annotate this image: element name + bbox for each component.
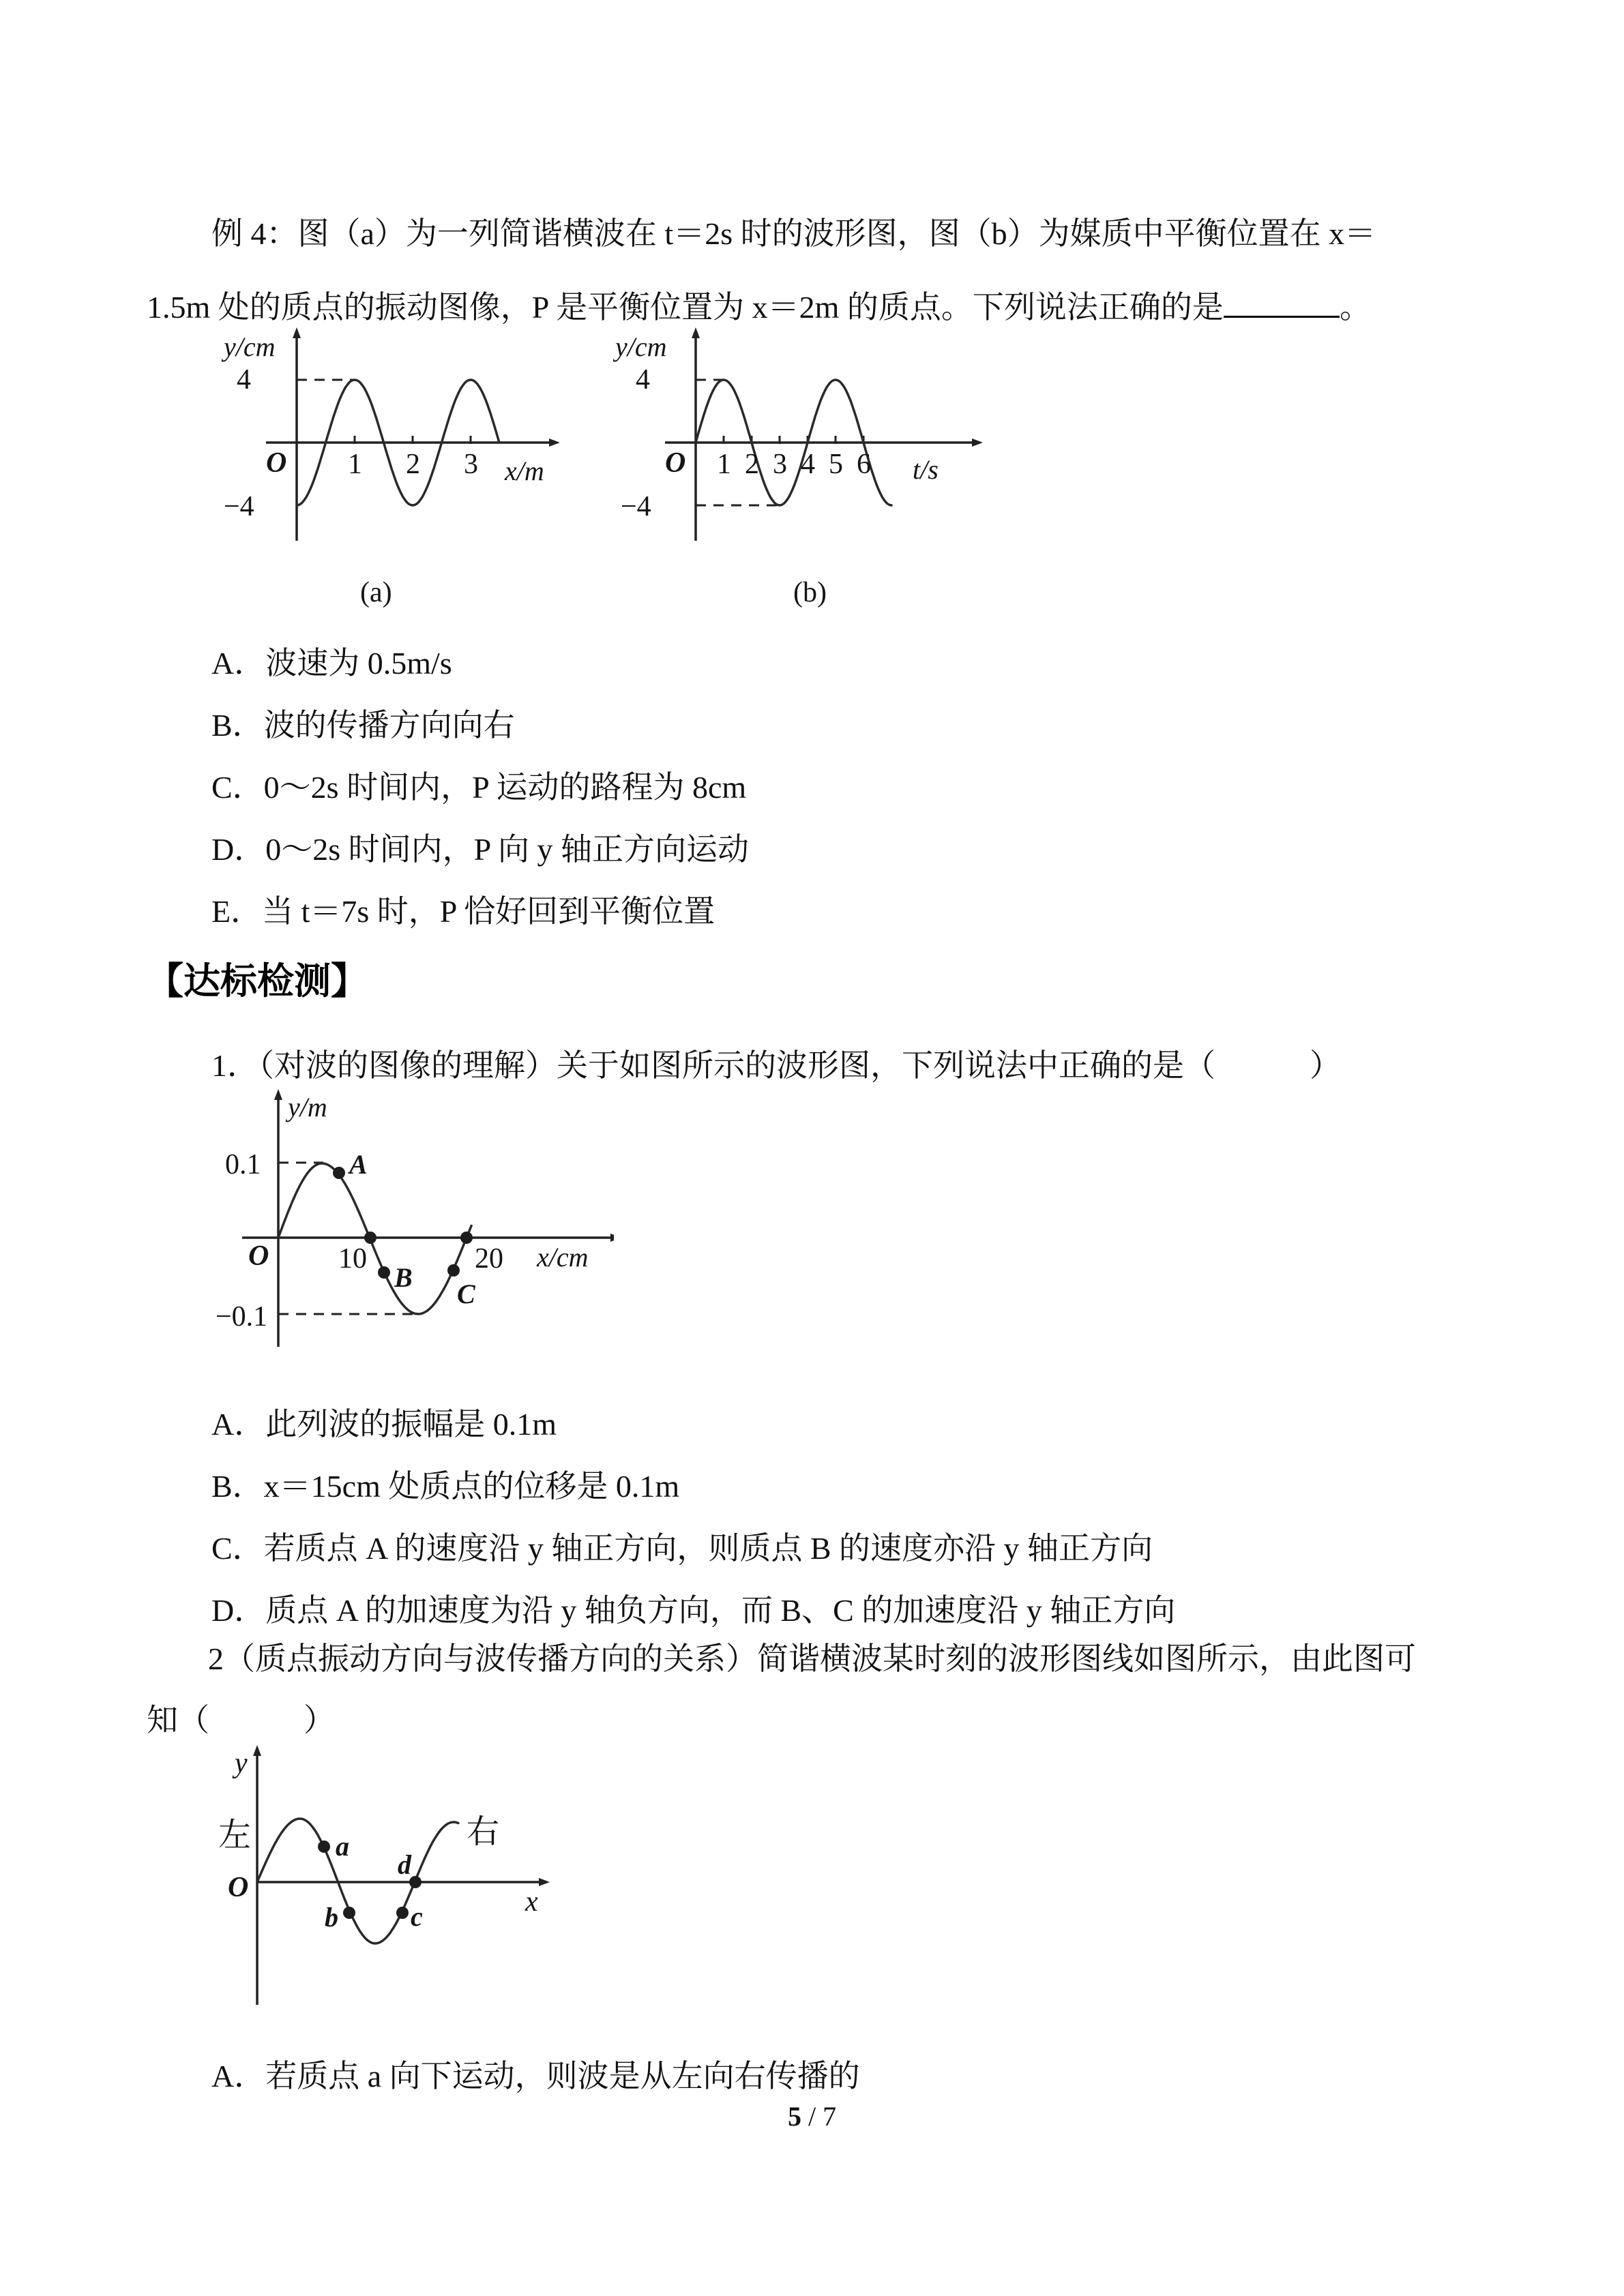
example4-stem-line1: 例 4：图（a）为一列简谐横波在 t＝2s 时的波形图，图（b）为媒质中平衡位置在 x＝ — [211, 216, 1376, 251]
svg-text:4: 4 — [801, 449, 815, 480]
svg-text:x: x — [525, 1886, 538, 1918]
svg-text:−4: −4 — [621, 491, 651, 522]
svg-text:y/m: y/m — [288, 1092, 327, 1122]
q1-option-c: C．若质点 A 的速度沿 y 轴正方向，则质点 B 的速度亦沿 y 轴正方向 — [211, 1531, 1153, 1566]
svg-text:5: 5 — [829, 449, 843, 480]
example4-option-a: A．波速为 0.5m/s — [211, 646, 452, 681]
svg-text:左: 左 — [218, 1817, 252, 1853]
svg-text:O: O — [266, 447, 287, 479]
section-header: 【达标检测】 — [147, 961, 368, 1002]
svg-text:2: 2 — [745, 449, 759, 480]
example4-option-b: B．波的传播方向向右 — [211, 708, 515, 743]
page-number-total: 7 — [823, 2101, 837, 2132]
svg-text:20: 20 — [475, 1243, 503, 1274]
svg-text:−4: −4 — [224, 491, 254, 522]
example4-option-c: C．0～2s 时间内，P 运动的路程为 8cm — [211, 770, 747, 805]
q2-wave-figure — [205, 1742, 559, 2012]
svg-text:A: A — [349, 1149, 368, 1180]
svg-text:x/cm: x/cm — [537, 1242, 589, 1272]
svg-text:O: O — [248, 1240, 269, 1272]
svg-text:6: 6 — [857, 449, 871, 480]
svg-text:a: a — [336, 1831, 349, 1862]
svg-text:2: 2 — [406, 449, 420, 480]
example4-option-e: E．当 t＝7s 时，P 恰好回到平衡位置 — [211, 894, 715, 929]
svg-text:c: c — [411, 1901, 423, 1932]
example4-option-d: D．0～2s 时间内，P 向 y 轴正方向运动 — [211, 832, 749, 867]
svg-text:3: 3 — [773, 449, 787, 480]
q1-option-a: A．此列波的振幅是 0.1m — [211, 1407, 557, 1442]
q1-stem: 1．（对波的图像的理解）关于如图所示的波形图，下列说法中正确的是（ ） — [211, 1048, 1341, 1083]
q1-wave-figure — [205, 1088, 614, 1405]
svg-text:b: b — [325, 1902, 338, 1933]
answer-blank — [1224, 284, 1340, 318]
svg-text:4: 4 — [636, 364, 650, 396]
vibration-figure-b — [600, 326, 982, 619]
example4-stem-line2 — [147, 282, 1371, 327]
q2-stem-line1: 2（质点振动方向与波传播方向的关系）简谐横波某时刻的波形图线如图所示，由此图可 — [208, 1641, 1416, 1676]
q2-stem-line2: 知（ ） — [147, 1703, 335, 1738]
q1-option-d: D．质点 A 的加速度为沿 y 轴负方向，而 B、C 的加速度沿 y 轴正方向 — [211, 1593, 1176, 1628]
svg-text:0.1: 0.1 — [225, 1149, 261, 1180]
svg-text:y: y — [235, 1748, 248, 1779]
svg-text:y/cm: y/cm — [615, 331, 667, 362]
svg-text:(b): (b) — [793, 577, 827, 608]
wave-figure-a — [198, 326, 559, 619]
svg-text:(a): (a) — [360, 577, 392, 608]
q1-option-b: B．x＝15cm 处质点的位移是 0.1m — [211, 1469, 680, 1504]
svg-text:O: O — [228, 1872, 249, 1903]
svg-text:x/m: x/m — [505, 456, 544, 486]
svg-text:B: B — [394, 1262, 413, 1293]
page-number-sep: / — [801, 2101, 823, 2132]
svg-text:1: 1 — [717, 449, 731, 480]
q2-option-a: A．若质点 a 向下运动，则波是从左向右传播的 — [211, 2059, 860, 2093]
svg-text:y/cm: y/cm — [224, 331, 276, 362]
svg-text:右: 右 — [467, 1814, 500, 1850]
page-number — [0, 2100, 1624, 2132]
example4-stem-tail: 。 — [1339, 290, 1371, 325]
svg-text:10: 10 — [338, 1243, 367, 1274]
svg-text:O: O — [665, 447, 686, 479]
example4-stem-line2-text: 1.5m 处的质点的振动图像，P 是平衡位置为 x＝2m 的质点。下列说法正确的是 — [147, 290, 1224, 325]
page-number-current: 5 — [787, 2101, 801, 2132]
svg-text:−0.1: −0.1 — [216, 1301, 268, 1332]
svg-text:t/s: t/s — [913, 454, 939, 485]
svg-text:1: 1 — [348, 449, 362, 480]
svg-text:3: 3 — [464, 449, 478, 480]
svg-text:d: d — [398, 1849, 411, 1880]
svg-text:C: C — [457, 1279, 475, 1309]
svg-text:4: 4 — [237, 364, 251, 396]
